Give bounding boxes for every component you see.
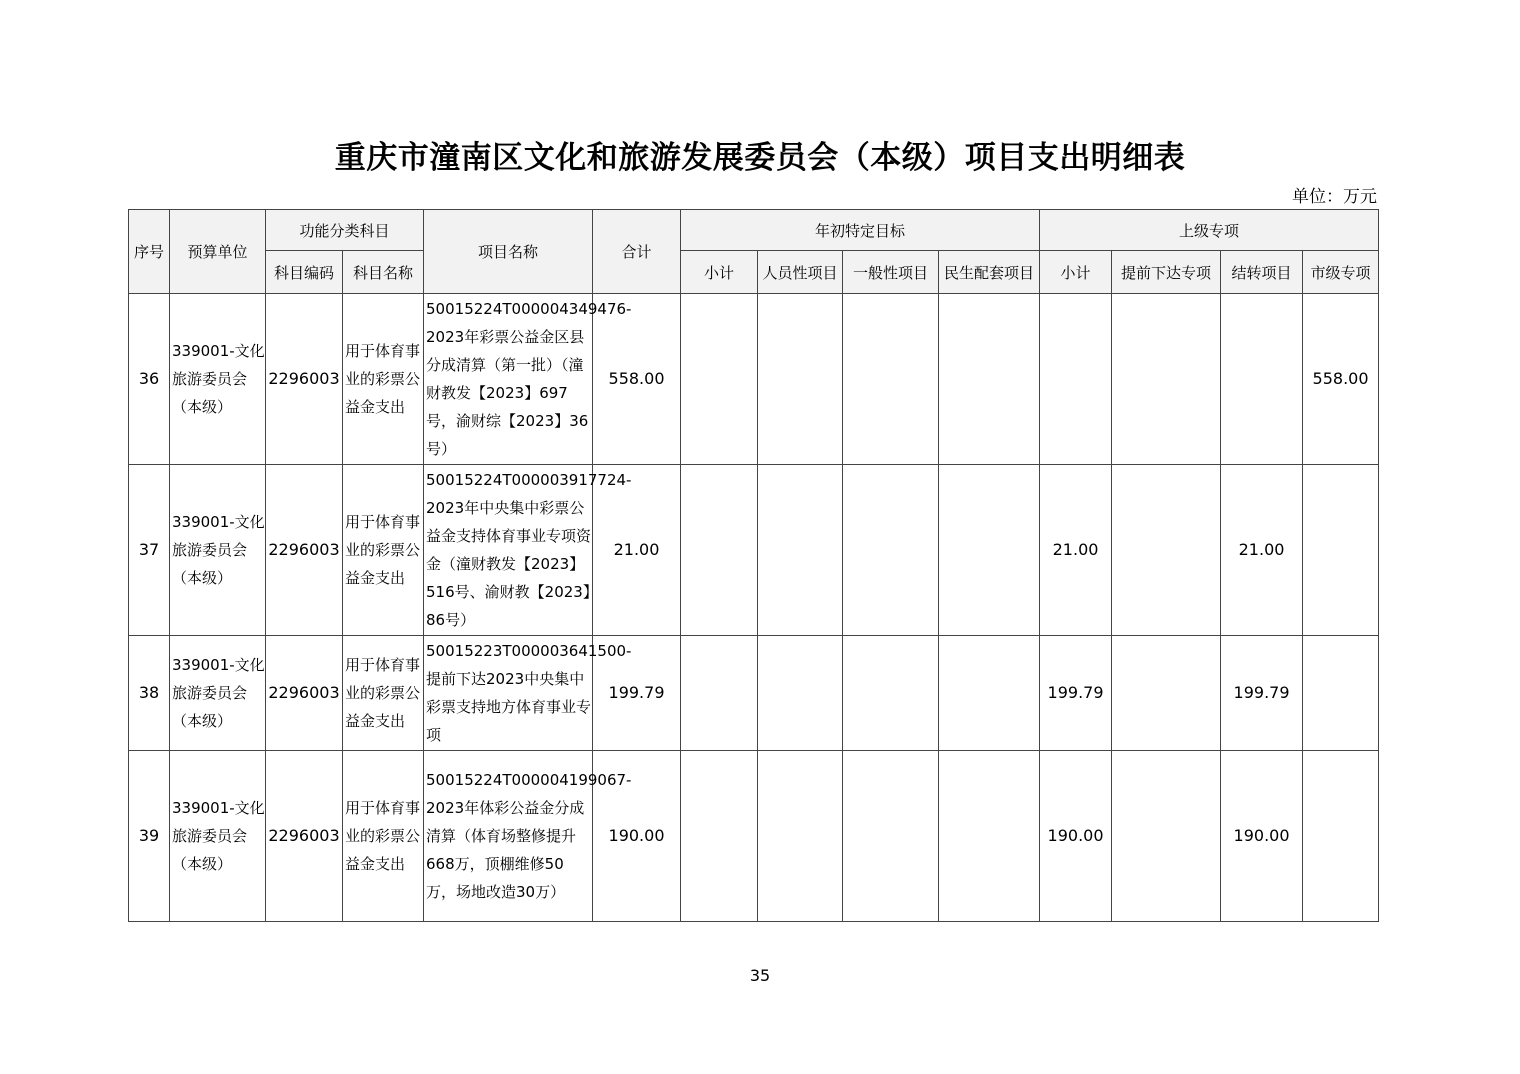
cell-advance [1112, 636, 1221, 751]
cell-superior-subtotal: 21.00 [1040, 465, 1112, 636]
cell-project-name: 50015224T000004349476-2023年彩票公益金区县分成清算（第一批）（潼财教发【2023】697号，渝财综【2023】36号） [424, 294, 593, 465]
cell-general [843, 751, 939, 922]
cell-general [843, 636, 939, 751]
cell-total: 199.79 [593, 636, 681, 751]
header-annual-subtotal: 小计 [681, 251, 758, 294]
header-carryover: 结转项目 [1221, 251, 1303, 294]
page-number: 35 [749, 966, 771, 985]
cell-livelihood [939, 636, 1040, 751]
table-row [129, 465, 1379, 636]
cell-carryover [1221, 294, 1303, 465]
cell-advance [1112, 294, 1221, 465]
cell-project-name: 50015224T000003917724-2023年中央集中彩票公益金支持体育事业专项资金（潼财教发【2023】516号、渝财教【2023】86号） [424, 465, 593, 636]
header-subject-code: 科目编码 [266, 251, 343, 294]
header-subject-name: 科目名称 [343, 251, 424, 294]
cell-city [1303, 751, 1379, 922]
cell-subject-code: 2296003 [266, 294, 343, 465]
cell-carryover: 199.79 [1221, 636, 1303, 751]
cell-seq: 37 [129, 465, 170, 636]
cell-annual-subtotal [681, 294, 758, 465]
cell-subject-code: 2296003 [266, 636, 343, 751]
cell-unit-name: 339001-文化旅游委员会（本级） [170, 636, 266, 751]
cell-city [1303, 465, 1379, 636]
table-row [129, 751, 1379, 922]
cell-livelihood [939, 465, 1040, 636]
cell-annual-subtotal [681, 465, 758, 636]
cell-seq: 39 [129, 751, 170, 922]
cell-city [1303, 636, 1379, 751]
cell-personnel [758, 294, 843, 465]
cell-superior-subtotal [1040, 294, 1112, 465]
table-row [129, 636, 1379, 751]
cell-subject-name: 用于体育事业的彩票公益金支出 [343, 465, 424, 636]
cell-annual-subtotal [681, 636, 758, 751]
cell-project-name: 50015224T000004199067-2023年体彩公益金分成清算（体育场整修提升668万，顶棚维修50万，场地改造30万） [424, 751, 593, 922]
header-unit-name: 预算单位 [170, 210, 266, 294]
cell-seq: 38 [129, 636, 170, 751]
cell-city: 558.00 [1303, 294, 1379, 465]
project-expense-table [128, 209, 1379, 922]
header-personnel: 人员性项目 [758, 251, 843, 294]
cell-unit-name: 339001-文化旅游委员会（本级） [170, 294, 266, 465]
unit-label: 单位：万元 [1292, 187, 1377, 207]
header-seq: 序号 [129, 210, 170, 294]
cell-advance [1112, 465, 1221, 636]
cell-personnel [758, 751, 843, 922]
cell-unit-name: 339001-文化旅游委员会（本级） [170, 751, 266, 922]
cell-general [843, 465, 939, 636]
cell-unit-name: 339001-文化旅游委员会（本级） [170, 465, 266, 636]
header-superior-subtotal: 小计 [1040, 251, 1112, 294]
cell-personnel [758, 636, 843, 751]
cell-subject-code: 2296003 [266, 465, 343, 636]
cell-total: 190.00 [593, 751, 681, 922]
cell-general [843, 294, 939, 465]
header-superior: 上级专项 [1040, 210, 1379, 251]
cell-carryover: 190.00 [1221, 751, 1303, 922]
cell-subject-code: 2296003 [266, 751, 343, 922]
cell-livelihood [939, 751, 1040, 922]
cell-seq: 36 [129, 294, 170, 465]
header-project-name: 项目名称 [424, 210, 593, 294]
header-general: 一般性项目 [843, 251, 939, 294]
cell-annual-subtotal [681, 751, 758, 922]
page-title: 重庆市潼南区文化和旅游发展委员会（本级）项目支出明细表 [334, 140, 1186, 176]
header-livelihood: 民生配套项目 [939, 251, 1040, 294]
header-advance: 提前下达专项 [1112, 251, 1221, 294]
cell-subject-name: 用于体育事业的彩票公益金支出 [343, 751, 424, 922]
header-total: 合计 [593, 210, 681, 294]
cell-total: 21.00 [593, 465, 681, 636]
cell-project-name: 50015223T000003641500-提前下达2023中央集中彩票支持地方体育事业专项 [424, 636, 593, 751]
header-annual-target: 年初特定目标 [681, 210, 1040, 251]
cell-subject-name: 用于体育事业的彩票公益金支出 [343, 294, 424, 465]
cell-subject-name: 用于体育事业的彩票公益金支出 [343, 636, 424, 751]
cell-superior-subtotal: 190.00 [1040, 751, 1112, 922]
cell-livelihood [939, 294, 1040, 465]
cell-advance [1112, 751, 1221, 922]
cell-personnel [758, 465, 843, 636]
header-func-category: 功能分类科目 [266, 210, 424, 251]
cell-carryover: 21.00 [1221, 465, 1303, 636]
cell-superior-subtotal: 199.79 [1040, 636, 1112, 751]
header-city: 市级专项 [1303, 251, 1379, 294]
cell-total: 558.00 [593, 294, 681, 465]
table-row [129, 294, 1379, 465]
